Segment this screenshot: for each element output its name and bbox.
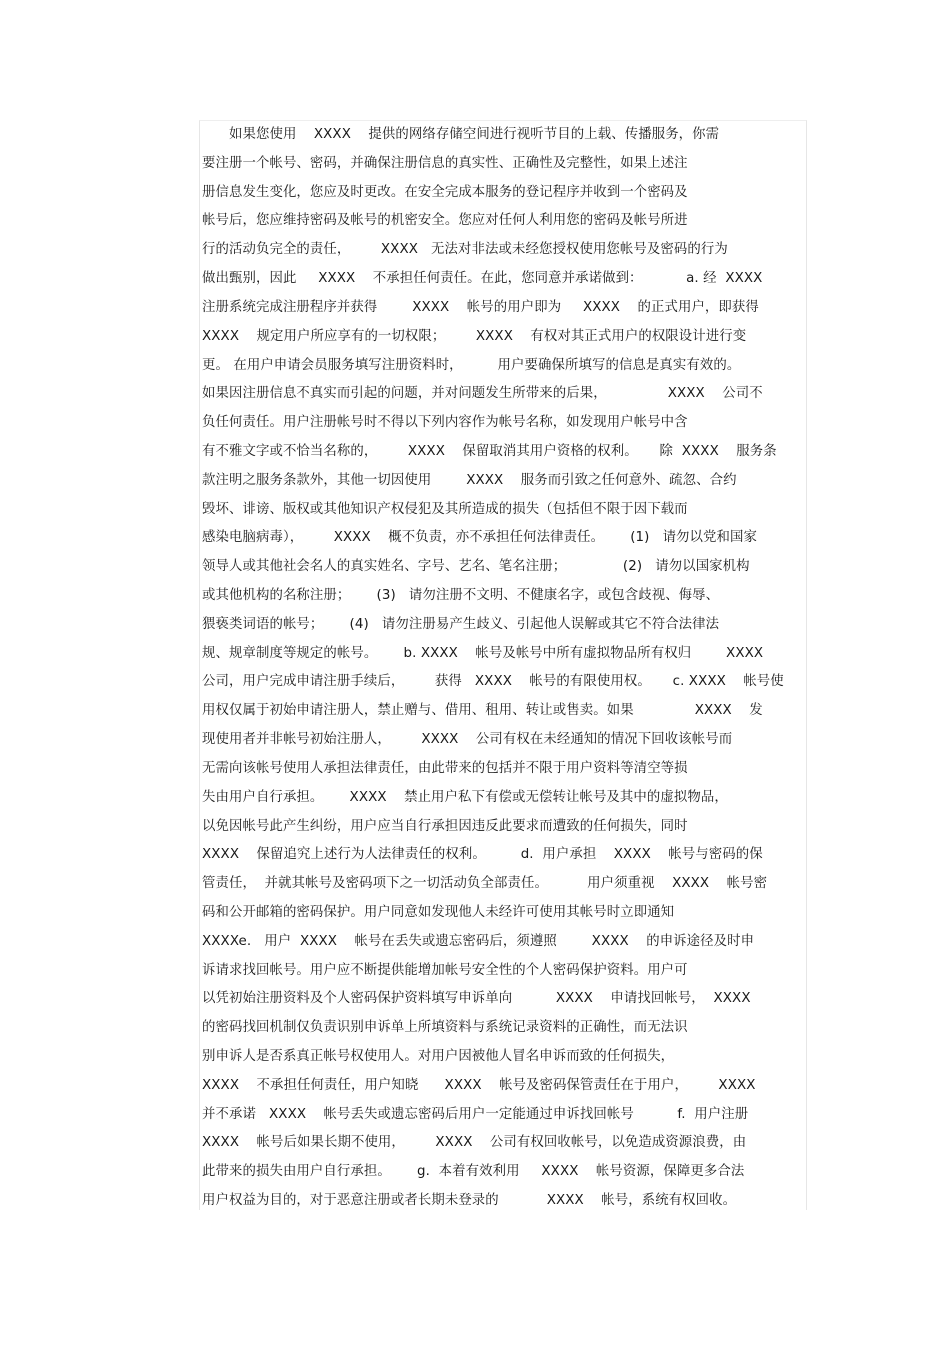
text-line: 注册系统完成注册程序并获得 XXXX 帐号的用户即为 XXXX 的正式用户，即获得	[202, 299, 759, 315]
text-line: 做出甄别，因此 XXXX 不承担任何责任。在此，您同意并承诺做到： a. 经 XXXX	[202, 271, 763, 287]
text-line: 现使用者并非帐号初始注册人， XXXX 公司有权在未经通知的情况下回收该帐号而	[202, 732, 733, 748]
text-line: 管责任， 并就其帐号及密码项下之一切活动负全部责任。 用户须重视 XXXX 帐号密	[202, 876, 768, 892]
text-line: 别申诉人是否系真正帐号权使用人。对用户因被他人冒名申诉而致的任何损失，	[202, 1049, 675, 1064]
text-line: 负任何责任。用户注册帐号时不得以下列内容作为帐号名称，如发现用户帐号中含	[202, 415, 688, 431]
text-line: 公司，用户完成申请注册手续后， 获得 XXXX 帐号的有限使用权。 c. XXXX 帐号使	[202, 674, 784, 690]
text-line: 码和公开邮箱的密码保护。用户同意如发现他人未经许可使用其帐号时立即通知	[202, 904, 675, 920]
text-line: 有不雅文字或不恰当名称的， XXXX 保留取消其用户资格的权利。 除 XXXX 服务条	[202, 443, 777, 459]
text-line: 毁坏、诽谤、版权或其他知识产权侵犯及其所造成的损失（包括但不限于因下载而	[202, 501, 688, 517]
text-line: 行的活动负完全的责任， XXXX 无法对非法或未经您授权使用您帐号及密码的行为	[202, 242, 728, 258]
text-line: 或其他机构的名称注册； (3) 请勿注册不文明、不健康名字，或包含歧视、侮辱、	[202, 588, 720, 603]
text-line: 失由用户自行承担。 XXXX 禁止用户私下有偿或无偿转让帐号及其中的虚拟物品，	[202, 789, 728, 805]
text-line: 册信息发生变化，您应及时更改。在安全完成本服务的登记程序并收到一个密码及	[202, 184, 688, 200]
text-line: 帐号后，您应维持密码及帐号的机密安全。您应对任何人利用您的密码及帐号所进	[202, 213, 688, 229]
text-line: 以凭初始注册资料及个人密码保护资料填写申诉单向 XXXX 申请找回帐号， XXXX	[202, 991, 751, 1007]
text-line: 猥亵类词语的帐号； (4) 请勿注册易产生歧义、引起他人误解或其它不符合法律法	[202, 616, 720, 632]
text-line: 以免因帐号此产生纠纷，用户应当自行承担因违反此要求而遭致的任何损失，同时	[202, 818, 688, 834]
text-line: 用权仅属于初始申请注册人，禁止赠与、借用、租用、转让或售卖。如果 XXXX 发	[202, 703, 763, 719]
text-line: 领导人或其他社会名人的真实姓名、字号、艺名、笔名注册； (2) 请勿以国家机构	[202, 559, 750, 575]
text-line: 此带来的损失由用户自行承担。 g. 本着有效利用 XXXX 帐号资源，保障更多合法	[202, 1164, 745, 1180]
text-line: 款注明之服务条款外，其他一切因使用 XXXX 服务而引致之任何意外、疏忽、合约	[202, 472, 737, 488]
text-line: 如果因注册信息不真实而引起的问题，并对问题发生所带来的后果， XXXX 公司不	[202, 386, 763, 402]
text-line: 无需向该帐号使用人承担法律责任，由此带来的包括并不限于用户资料等清空等损	[202, 760, 688, 776]
text-line: XXXX 不承担任何责任，用户知晓 XXXX 帐号及密码保管责任在于用户， XXXX	[202, 1077, 756, 1093]
text-line: 感染电脑病毒）， XXXX 概不负责，亦不承担任何法律责任。 (1) 请勿以党和国家	[202, 530, 757, 546]
text-line: 如果您使用 XXXX 提供的网络存储空间进行视听节目的上载、传播服务，你需	[229, 127, 720, 142]
text-line: 规、规章制度等规定的帐号。 b. XXXX 帐号及帐号中所有虚拟物品所有权归 XXXX	[202, 645, 764, 661]
document-body	[202, 121, 807, 1216]
text-line: 要注册一个帐号、密码，并确保注册信息的真实性、正确性及完整性，如果上述注	[202, 155, 688, 171]
text-line: 并不承诺 XXXX 帐号丢失或遗忘密码后用户一定能通过申诉找回帐号 f. 用户注册	[202, 1106, 749, 1122]
text-line: XXXX 帐号后如果长期不使用， XXXX 公司有权回收帐号，以免造成资源浪费，由	[202, 1135, 747, 1151]
text-line: XXXX 保留追究上述行为人法律责任的权利。 d. 用户承担 XXXX 帐号与密码的保	[202, 847, 763, 863]
text-line: XXXXe. 用户 XXXX 帐号在丢失或遗忘密码后，须遵照 XXXX 的申诉途径及时申	[202, 933, 755, 949]
text-line: 的密码找回机制仅负责识别申诉单上所填资料与系统记录资料的正确性，而无法识	[202, 1020, 688, 1036]
text-line: 用户权益为目的，对于恶意注册或者长期未登录的 XXXX 帐号，系统有权回收。	[202, 1193, 737, 1209]
text-line: 更。 在用户申请会员服务填写注册资料时， 用户要确保所填写的信息是真实有效的。	[202, 357, 741, 373]
text-line: XXXX 规定用户所应享有的一切权限； XXXX 有权对其正式用户的权限设计进行变	[202, 328, 747, 344]
text-line: 诉请求找回帐号。用户应不断提供能增加帐号安全性的个人密码保护资料。用户可	[202, 962, 688, 978]
